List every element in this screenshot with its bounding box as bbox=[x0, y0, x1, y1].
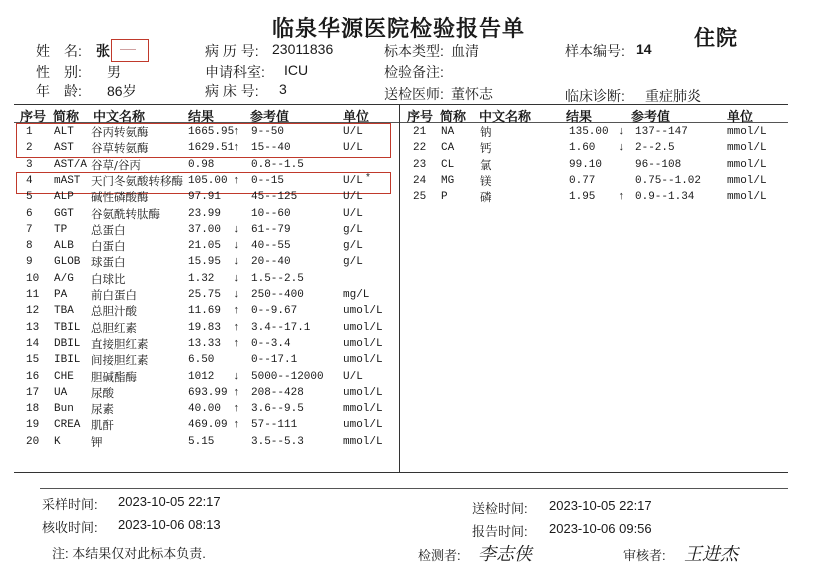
row-unit: U/L bbox=[343, 370, 363, 383]
table-row bbox=[0, 140, 814, 156]
row-abbr: IBIL bbox=[54, 354, 81, 367]
row-name: 白蛋白 bbox=[91, 239, 126, 254]
row-name: 碱性磷酸酶 bbox=[91, 190, 149, 205]
table-row bbox=[0, 320, 814, 336]
table-row bbox=[0, 157, 814, 173]
row-seq: 9 bbox=[26, 256, 33, 269]
row-result: 23.99 bbox=[188, 207, 222, 220]
table-row bbox=[0, 189, 814, 205]
row-result: 1.95 bbox=[569, 191, 596, 204]
table-row bbox=[0, 206, 814, 222]
row-unit: mmol/L bbox=[727, 174, 767, 187]
row-flag: ↑ bbox=[233, 126, 240, 138]
row-seq: 12 bbox=[26, 305, 40, 318]
row-abbr: UA bbox=[54, 386, 68, 399]
reviewer-label: 审核者: bbox=[623, 548, 666, 563]
send-time-value: 2023-10-05 22:17 bbox=[549, 498, 652, 513]
row-unit: mmol/L bbox=[343, 435, 383, 448]
row-abbr: mAST bbox=[54, 174, 81, 187]
row-result: 37.00 bbox=[188, 223, 222, 236]
bed-label: 病 床 号: bbox=[205, 83, 259, 99]
row-name: 总蛋白 bbox=[91, 222, 126, 237]
left-header-unit: 单位 bbox=[343, 109, 370, 124]
row-flag: ↑ bbox=[233, 174, 240, 187]
left-header-abbr: 简称 bbox=[53, 109, 80, 124]
row-ref: 20--40 bbox=[251, 256, 291, 269]
row-name: 钙 bbox=[480, 141, 492, 156]
table-bottom-rule bbox=[14, 472, 788, 473]
row-flag: ↓ bbox=[233, 289, 240, 301]
row-flag: ↓ bbox=[618, 142, 625, 155]
specimen-label: 标本类型: bbox=[384, 43, 444, 59]
left-header-seq: 序号 bbox=[20, 109, 47, 124]
row-name: 谷氨酰转肽酶 bbox=[91, 206, 160, 221]
row-result: 40.00 bbox=[188, 403, 222, 416]
row-seq: 5 bbox=[26, 191, 33, 204]
report-time-value: 2023-10-06 09:56 bbox=[549, 521, 652, 536]
row-abbr: K bbox=[54, 435, 61, 448]
row-abbr: DBIL bbox=[54, 337, 81, 350]
row-seq: 18 bbox=[26, 403, 40, 416]
row-seq: 24 bbox=[413, 174, 427, 187]
row-name: 天门冬氨酸转移酶 bbox=[91, 173, 183, 188]
sample-no-value: 14 bbox=[636, 41, 652, 57]
row-seq: 19 bbox=[26, 419, 40, 432]
tester-signature: 李志侠 bbox=[478, 544, 532, 565]
table-row bbox=[0, 352, 814, 368]
row-abbr: GGT bbox=[54, 207, 74, 220]
age-value: 86岁 bbox=[107, 83, 137, 99]
row-name: 肌酐 bbox=[91, 418, 114, 433]
sex-value: 男 bbox=[107, 64, 121, 80]
row-abbr: TBIL bbox=[54, 321, 81, 334]
row-abbr: AST/A bbox=[54, 158, 88, 171]
row-ref: 0.9--1.34 bbox=[635, 191, 695, 204]
remark-label: 检验备注: bbox=[384, 64, 444, 80]
sample-time-label: 采样时间: bbox=[42, 497, 98, 512]
row-flag: ↓ bbox=[233, 272, 240, 285]
row-unit: U/L bbox=[343, 207, 363, 220]
row-flag: ↑ bbox=[233, 337, 240, 350]
table-row bbox=[0, 173, 814, 189]
row-seq: 10 bbox=[26, 272, 40, 285]
row-result: 1665.95 bbox=[188, 126, 235, 138]
row-unit: mmol/L bbox=[727, 142, 767, 155]
row-ref: 0--17.1 bbox=[251, 354, 298, 367]
row-ref: 137--147 bbox=[635, 126, 688, 138]
row-result: 21.05 bbox=[188, 240, 222, 253]
row-unit: umol/L bbox=[343, 337, 383, 350]
row-result: 469.09 bbox=[188, 419, 228, 432]
table-row bbox=[0, 434, 814, 450]
table-top-rule bbox=[14, 104, 788, 105]
table-row bbox=[0, 124, 814, 140]
table-row bbox=[0, 303, 814, 319]
row-ref: 3.4--17.1 bbox=[251, 321, 311, 334]
row-name: 直接胆红素 bbox=[91, 336, 149, 351]
sample-no-label: 样本编号: bbox=[565, 43, 625, 59]
age-label: 年 龄: bbox=[36, 83, 82, 99]
row-ref: 61--79 bbox=[251, 223, 291, 236]
row-flag: ↑ bbox=[233, 305, 240, 318]
table-row bbox=[0, 271, 814, 287]
right-header-seq: 序号 bbox=[407, 109, 434, 124]
row-unit: U/L bbox=[343, 174, 363, 187]
row-name: 谷草转氨酶 bbox=[91, 141, 149, 156]
row-name: 镁 bbox=[480, 173, 492, 188]
sex-label: 性 别: bbox=[36, 64, 82, 80]
row-unit: umol/L bbox=[343, 386, 383, 399]
row-seq: 20 bbox=[26, 435, 40, 448]
diagnosis-value: 重症肺炎 bbox=[645, 88, 701, 104]
row-result: 1012 bbox=[188, 370, 215, 383]
row-abbr: ALP bbox=[54, 191, 74, 204]
right-header-unit: 单位 bbox=[727, 109, 754, 124]
row-name: 总胆红素 bbox=[91, 320, 137, 335]
row-result: 99.10 bbox=[569, 158, 603, 171]
sample-time-value: 2023-10-05 22:17 bbox=[118, 494, 221, 509]
send-time-label: 送检时间: bbox=[472, 501, 528, 516]
row-abbr: PA bbox=[54, 289, 68, 301]
right-header-result: 结果 bbox=[566, 109, 593, 124]
row-unit: mmol/L bbox=[343, 403, 383, 416]
left-header-ref: 参考值 bbox=[250, 109, 290, 124]
row-flag: ↓ bbox=[618, 126, 625, 138]
row-abbr: ALB bbox=[54, 240, 74, 253]
row-name: 白球比 bbox=[91, 271, 126, 286]
row-flag: ↑ bbox=[233, 386, 240, 399]
row-abbr: ALT bbox=[54, 126, 74, 138]
row-ref: 45--125 bbox=[251, 191, 298, 204]
table-row bbox=[0, 336, 814, 352]
row-result: 19.83 bbox=[188, 321, 222, 334]
row-seq: 4 bbox=[26, 174, 33, 187]
right-header-ref: 参考值 bbox=[631, 109, 671, 124]
row-ref: 0.75--1.02 bbox=[635, 174, 702, 187]
row-abbr: TP bbox=[54, 223, 68, 236]
row-name: 钾 bbox=[91, 434, 103, 449]
row-ref: 10--60 bbox=[251, 207, 291, 220]
row-name: 间接胆红素 bbox=[91, 353, 149, 368]
doctor-label: 送检医师: bbox=[384, 86, 444, 102]
report-title: 临泉华源医院检验报告单 bbox=[272, 16, 526, 41]
row-result: 105.00 bbox=[188, 174, 228, 187]
row-abbr: CL bbox=[441, 158, 455, 171]
row-seq: 25 bbox=[413, 191, 427, 204]
row-name: 尿素 bbox=[91, 402, 114, 417]
table-row bbox=[0, 287, 814, 303]
table-row bbox=[0, 401, 814, 417]
row-name: 钠 bbox=[480, 125, 492, 139]
dept-label: 申请科室: bbox=[205, 64, 265, 80]
row-abbr: CHE bbox=[54, 370, 74, 383]
row-result: 11.69 bbox=[188, 305, 222, 318]
disclaimer-note: 注: 本结果仅对此标本负责. bbox=[52, 546, 206, 561]
row-name: 谷草/谷丙 bbox=[91, 157, 141, 172]
row-ref: 9--50 bbox=[251, 126, 285, 138]
row-ref: 40--55 bbox=[251, 240, 291, 253]
row-unit: U/L bbox=[343, 142, 363, 155]
row-name: 总胆汁酸 bbox=[91, 304, 137, 319]
tester-label: 检测者: bbox=[418, 548, 461, 563]
row-ref: 250--400 bbox=[251, 289, 304, 301]
doctor-value: 董怀志 bbox=[451, 86, 493, 102]
ward-type: 住院 bbox=[694, 27, 738, 50]
row-ref: 96--108 bbox=[635, 158, 682, 171]
row-ref: 0--3.4 bbox=[251, 337, 291, 350]
diagnosis-label: 临床诊断: bbox=[565, 88, 625, 104]
row-result: 693.99 bbox=[188, 386, 228, 399]
report-time-label: 报告时间: bbox=[472, 524, 528, 539]
row-ref: 0--9.67 bbox=[251, 305, 298, 318]
row-flag: ↑ bbox=[233, 403, 240, 416]
record-label: 病 历 号: bbox=[205, 43, 259, 59]
row-name: 氯 bbox=[480, 157, 492, 172]
row-unit: mg/L bbox=[343, 289, 370, 301]
receive-time-label: 核收时间: bbox=[42, 520, 98, 535]
row-ref: 0.8--1.5 bbox=[251, 158, 304, 171]
row-abbr: TBA bbox=[54, 305, 74, 318]
specimen-value: 血清 bbox=[451, 43, 479, 59]
table-row bbox=[0, 238, 814, 254]
row-abbr: AST bbox=[54, 142, 74, 155]
row-ref: 15--40 bbox=[251, 142, 291, 155]
row-seq: 13 bbox=[26, 321, 40, 334]
row-abbr: P bbox=[441, 191, 448, 204]
row-name: 前白蛋白 bbox=[91, 288, 137, 302]
row-seq: 14 bbox=[26, 337, 40, 350]
row-flag: ↑ bbox=[233, 321, 240, 334]
row-abbr: MG bbox=[441, 174, 455, 187]
row-name: 胆碱酯酶 bbox=[91, 369, 137, 384]
row-unit: g/L bbox=[343, 223, 363, 236]
row-result: 1629.51 bbox=[188, 142, 235, 155]
row-ref: 5000--12000 bbox=[251, 370, 324, 383]
name-label: 姓 名: bbox=[36, 43, 82, 59]
row-result: 0.98 bbox=[188, 158, 215, 171]
bed-value: 3 bbox=[279, 81, 287, 97]
right-header-abbr: 简称 bbox=[440, 109, 467, 124]
row-name: 尿酸 bbox=[91, 385, 114, 400]
row-ref: 208--428 bbox=[251, 386, 304, 399]
row-result: 5.15 bbox=[188, 435, 215, 448]
row-unit: g/L bbox=[343, 240, 363, 253]
row-abbr: Bun bbox=[54, 403, 74, 416]
table-row bbox=[0, 222, 814, 238]
right-header-name: 中文名称 bbox=[479, 109, 532, 124]
row-seq: 3 bbox=[26, 158, 33, 171]
row-flag: ↑ bbox=[233, 142, 240, 155]
row-unit: g/L bbox=[343, 256, 363, 269]
row-unit: U/L bbox=[343, 191, 363, 204]
row-unit: umol/L bbox=[343, 305, 383, 318]
row-result: 15.95 bbox=[188, 256, 222, 269]
row-seq: 7 bbox=[26, 223, 33, 236]
row-seq: 1 bbox=[26, 126, 33, 138]
row-unit: mmol/L bbox=[727, 126, 767, 138]
row-unit: umol/L bbox=[343, 419, 383, 432]
row-flag: ↓ bbox=[233, 240, 240, 253]
row-name: 磷 bbox=[480, 190, 492, 205]
row-name: 谷丙转氨酶 bbox=[91, 125, 149, 139]
left-header-name: 中文名称 bbox=[93, 109, 146, 124]
row-seq: 22 bbox=[413, 142, 427, 155]
row-result: 6.50 bbox=[188, 354, 215, 367]
row-seq: 23 bbox=[413, 158, 427, 171]
row-ref: 2--2.5 bbox=[635, 142, 675, 155]
row-abbr: NA bbox=[441, 126, 455, 138]
row-ref: 3.5--5.3 bbox=[251, 435, 304, 448]
name-value: 张 bbox=[96, 43, 110, 59]
row-unit: mmol/L bbox=[727, 191, 767, 204]
row-result: 1.60 bbox=[569, 142, 596, 155]
row-ref: 3.6--9.5 bbox=[251, 403, 304, 416]
row-seq: 17 bbox=[26, 386, 40, 399]
table-row bbox=[0, 417, 814, 433]
row-seq: 6 bbox=[26, 207, 33, 220]
row-result: 0.77 bbox=[569, 174, 596, 187]
footer-rule bbox=[40, 488, 788, 489]
row-unit: U/L bbox=[343, 126, 363, 138]
row-ref: 1.5--2.5 bbox=[251, 272, 304, 285]
row-result: 25.75 bbox=[188, 289, 222, 301]
name-highlight-box bbox=[111, 39, 149, 62]
record-value: 23011836 bbox=[272, 41, 334, 57]
row-result: 1.32 bbox=[188, 272, 215, 285]
row-seq: 11 bbox=[26, 289, 40, 301]
dept-value: ICU bbox=[284, 62, 309, 78]
row-seq: 8 bbox=[26, 240, 33, 253]
row-result: 97.91 bbox=[188, 191, 222, 204]
row-seq: 2 bbox=[26, 142, 33, 155]
row-result: 135.00 bbox=[569, 126, 609, 138]
row-unit: mmol/L bbox=[727, 158, 767, 171]
row-ref: 0--15 bbox=[251, 174, 285, 187]
row-4-mark: * bbox=[366, 172, 370, 183]
row-unit: umol/L bbox=[343, 321, 383, 334]
row-name: 球蛋白 bbox=[91, 255, 126, 270]
reviewer-signature: 王进杰 bbox=[684, 544, 738, 565]
row-flag: ↑ bbox=[233, 419, 240, 432]
row-abbr: A/G bbox=[54, 272, 74, 285]
row-flag: ↑ bbox=[618, 191, 625, 204]
row-abbr: CA bbox=[441, 142, 455, 155]
row-seq: 16 bbox=[26, 370, 40, 383]
row-abbr: CREA bbox=[54, 419, 81, 432]
row-seq: 21 bbox=[413, 126, 427, 138]
row-unit: umol/L bbox=[343, 354, 383, 367]
row-seq: 15 bbox=[26, 354, 40, 367]
table-row bbox=[0, 254, 814, 270]
row-flag: ↓ bbox=[233, 370, 240, 383]
row-ref: 57--111 bbox=[251, 419, 298, 432]
left-header-result: 结果 bbox=[188, 109, 215, 124]
table-row bbox=[0, 385, 814, 401]
receive-time-value: 2023-10-06 08:13 bbox=[118, 517, 221, 532]
table-row bbox=[0, 369, 814, 385]
row-abbr: GLOB bbox=[54, 256, 81, 269]
row-flag: ↓ bbox=[233, 256, 240, 269]
row-flag: ↓ bbox=[233, 223, 240, 236]
row-result: 13.33 bbox=[188, 337, 222, 350]
